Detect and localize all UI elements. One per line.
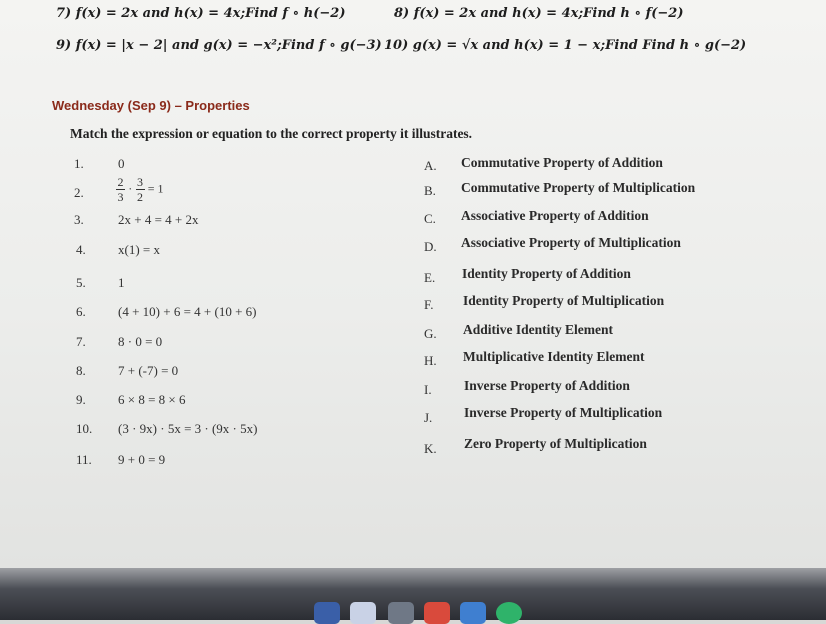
item-number: 4. — [76, 242, 86, 257]
property-name: Associative Property of Multiplication — [461, 235, 681, 250]
item-expression: (3 · 9x) · 5x = 3 · (9x · 5x) — [118, 421, 258, 436]
item-expression: x(1) = x — [118, 242, 160, 257]
homework-q10: 10) g(x) = √x and h(x) = 1 − x;Find Find h ∘ g(−2) — [384, 38, 747, 53]
item-number: 3. — [74, 212, 84, 227]
property-name: Identity Property of Addition — [462, 266, 631, 281]
item-number: 9. — [76, 392, 86, 407]
property-letter: F. — [424, 297, 434, 312]
fraction: $\frac{3}{2}$ — [137, 175, 143, 204]
property-letter: A. — [424, 158, 437, 173]
property-letter: I. — [424, 382, 432, 397]
item-expression-fraction: $\frac{2}{3}$ · $\frac{3}{2}$ = 1 — [117, 175, 164, 204]
item-expression: (4 + 10) + 6 = 4 + (10 + 6) — [118, 304, 257, 319]
property-name: Additive Identity Element — [463, 322, 613, 337]
item-expression: 2x + 4 = 4 + 2x — [118, 212, 199, 227]
app-icon[interactable] — [388, 602, 414, 624]
item-expression: 6 × 8 = 8 × 6 — [118, 392, 186, 407]
property-name: Multiplicative Identity Element — [463, 349, 645, 364]
item-number: 10. — [76, 421, 93, 436]
property-letter: J. — [424, 410, 433, 425]
item-expression: 8 · 0 = 0 — [118, 334, 163, 349]
property-name: Commutative Property of Multiplication — [461, 180, 696, 195]
item-number: 6. — [76, 304, 86, 319]
property-name: Inverse Property of Multiplication — [464, 405, 663, 420]
property-letter: G. — [424, 326, 437, 341]
item-expression: 1 — [118, 275, 125, 290]
homework-q8: 8) f(x) = 2x and h(x) = 4x;Find h ∘ f(−2) — [394, 6, 684, 21]
property-letter: D. — [424, 239, 437, 254]
property-letter: C. — [424, 211, 436, 226]
app-icon[interactable] — [424, 602, 450, 624]
item-number: 2. — [74, 185, 84, 200]
property-name: Associative Property of Addition — [461, 208, 649, 223]
property-name: Identity Property of Multiplication — [463, 293, 665, 308]
item-expression: 9 + 0 = 9 — [118, 452, 166, 467]
item-number: 5. — [76, 275, 86, 290]
item-number: 11. — [76, 452, 92, 467]
section-title: Wednesday (Sep 9) – Properties — [52, 98, 250, 113]
property-letter: K. — [424, 441, 437, 456]
item-expression: 7 + (-7) = 0 — [118, 363, 179, 378]
fraction: $\frac{2}{3}$ — [117, 175, 124, 204]
app-icon[interactable] — [314, 602, 340, 624]
mail-icon[interactable] — [350, 602, 376, 624]
app-icon[interactable] — [460, 602, 486, 624]
item-number: 8. — [76, 363, 86, 378]
property-name: Zero Property of Multiplication — [464, 436, 647, 451]
item-number: 7. — [76, 334, 86, 349]
property-letter: B. — [424, 183, 436, 198]
property-letter: E. — [424, 270, 436, 285]
instructions: Match the expression or equation to the correct property it illustrates. — [70, 126, 473, 141]
property-name: Commutative Property of Addition — [461, 155, 663, 170]
item-expression: 0 — [118, 156, 125, 171]
property-letter: H. — [424, 353, 437, 368]
item-number: 1. — [74, 156, 84, 171]
chrome-icon[interactable] — [496, 602, 522, 624]
homework-q7: 7) f(x) = 2x and h(x) = 4x;Find f ∘ h(−2) — [56, 6, 346, 21]
property-name: Inverse Property of Addition — [464, 378, 630, 393]
homework-q9: 9) f(x) = |x − 2| and g(x) = −x²;Find f ∘ g(−3) — [56, 38, 382, 53]
